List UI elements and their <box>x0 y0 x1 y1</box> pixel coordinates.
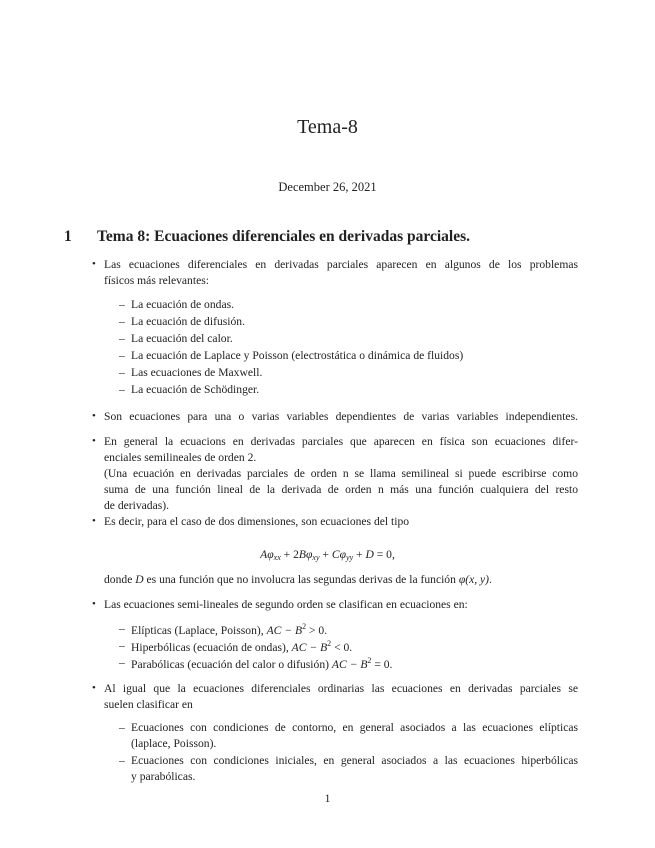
paragraph-line: enciales semilineales de orden 2. <box>104 451 257 464</box>
list-item: Elípticas (Laplace, Poisson), AC − $B^2 > 0$. <box>131 622 328 637</box>
dash-icon: – <box>119 315 125 328</box>
list-item: (laplace, Poisson). <box>131 737 217 750</box>
section-number: 1 <box>64 228 72 245</box>
dash-icon: – <box>119 622 125 635</box>
dash-icon: – <box>119 721 125 734</box>
paragraph-line: suma de una función lineal de la derivada de orden n más una función cualquiera del resto <box>104 483 578 496</box>
list-item: Ecuaciones con condiciones de contorno, en general asociados a las ecuaciones elípticas <box>131 721 578 734</box>
section-title: Tema 8: Ecuaciones diferenciales en derivadas parciales. <box>97 228 470 245</box>
paragraph-line: Al igual que la ecuaciones diferenciales ordinarias las ecuaciones en derivadas parciales se <box>104 682 578 695</box>
list-item: La ecuación de ondas. <box>131 298 235 311</box>
paragraph-line: Es decir, para el caso de dos dimensiones, son ecuaciones del tipo <box>104 515 410 528</box>
dash-icon: – <box>119 639 125 652</box>
dash-icon: – <box>119 298 125 311</box>
bullet-icon: • <box>92 435 96 447</box>
paragraph-line: físicos más relevantes: <box>104 274 209 287</box>
list-item: La ecuación de Schödinger. <box>131 383 260 396</box>
paragraph-line: de derivadas). <box>104 499 170 512</box>
bullet-icon: • <box>92 598 96 610</box>
page-number: 1 <box>324 792 331 805</box>
paragraph-line: Son ecuaciones para una o varias variables dependientes de varias variables independientes. <box>104 410 578 423</box>
list-item: La ecuación de Laplace y Poisson (electrostática o dinámica de fluidos) <box>131 349 464 362</box>
list-item: Ecuaciones con condiciones iniciales, en general asociados a las ecuaciones hiperbólicas <box>131 754 578 767</box>
dash-icon: – <box>119 754 125 767</box>
list-item: y parabólicas. <box>131 770 196 783</box>
paragraph-line: Las ecuaciones diferenciales en derivadas parciales aparecen en algunos de los problemas <box>104 258 578 271</box>
bullet-icon: • <box>92 515 96 527</box>
dash-icon: – <box>119 656 125 669</box>
dash-icon: – <box>119 366 125 379</box>
paragraph-line: donde D es una función que no involucra las segundas derivas de la función φ(x, y). <box>104 573 492 586</box>
list-item: La ecuación del calor. <box>131 332 233 345</box>
bullet-icon: • <box>92 258 96 270</box>
list-item: Las ecuaciones de Maxwell. <box>131 366 263 379</box>
bullet-icon: • <box>92 410 96 422</box>
paragraph-line: En general la ecuacions en derivadas parciales que aparecen en física son ecuaciones difer- <box>104 435 578 448</box>
paragraph-line: suelen clasificar en <box>104 698 193 711</box>
paragraph-line: Las ecuaciones semi-lineales de segundo orden se clasifican en ecuaciones en: <box>104 598 468 611</box>
document-title: Tema-8 <box>297 116 358 138</box>
bullet-icon: • <box>92 682 96 694</box>
dash-icon: – <box>119 332 125 345</box>
list-item: La ecuación de difusión. <box>131 315 245 328</box>
list-item: Parabólicas (ecuación del calor o difusión) AC − $B^2 = 0$. <box>131 656 393 671</box>
equation: $A\varphi_{xx} + 2B\varphi_{xy} + C\varphi_{yy} + D = 0$, <box>260 548 395 562</box>
paragraph-line: (Una ecuación en derivadas parciales de orden n se llama semilineal si puede escribirse como <box>104 467 578 480</box>
dash-icon: – <box>119 383 125 396</box>
document-date: December 26, 2021 <box>278 180 377 194</box>
dash-icon: – <box>119 349 125 362</box>
list-item: Hiperbólicas (ecuación de ondas), AC − $B^2 < 0$. <box>131 639 353 654</box>
